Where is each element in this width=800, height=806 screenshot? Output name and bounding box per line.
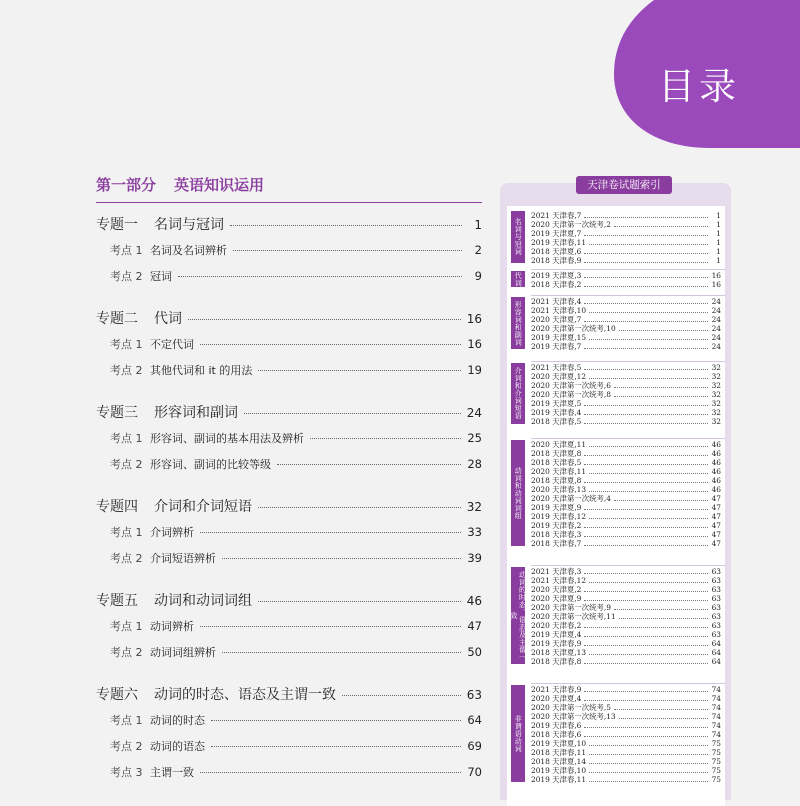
index-source: 2019 天津春,7 bbox=[531, 341, 582, 351]
toc-topic[interactable] bbox=[96, 712, 482, 728]
toc-title: 主谓一致 bbox=[150, 766, 194, 779]
toc-number: 专题六 bbox=[96, 687, 138, 703]
toc-page: 33 bbox=[467, 525, 482, 539]
index-leader bbox=[584, 348, 708, 349]
index-source: 2018 天津春,2 bbox=[531, 279, 582, 289]
index-source: 2019 天津春,6 bbox=[531, 720, 582, 730]
index-source: 2019 天津春,10 bbox=[531, 765, 587, 775]
index-leader bbox=[589, 244, 708, 245]
index-page: 63 bbox=[711, 611, 721, 621]
index-page: 32 bbox=[711, 407, 721, 417]
index-leader bbox=[589, 763, 708, 764]
toc-page: 24 bbox=[466, 406, 482, 420]
toc-number: 考点 1 bbox=[110, 338, 143, 351]
index-leader bbox=[584, 645, 708, 646]
toc-topic[interactable] bbox=[96, 268, 482, 284]
toc-number: 专题四 bbox=[96, 499, 138, 515]
toc-page: 47 bbox=[467, 619, 482, 633]
index-page: 24 bbox=[711, 323, 721, 333]
index-source: 2018 天津夏,6 bbox=[531, 246, 582, 256]
index-row[interactable] bbox=[531, 255, 721, 265]
index-group bbox=[507, 440, 725, 548]
toc-title: 代词 bbox=[154, 311, 182, 327]
index-source: 2019 天津夏,4 bbox=[531, 629, 582, 639]
index-group-divider bbox=[531, 438, 725, 439]
index-source: 2018 天津春,8 bbox=[531, 656, 582, 666]
index-page: 46 bbox=[711, 448, 721, 458]
badge-title: 目录 bbox=[658, 65, 740, 108]
index-leader bbox=[584, 736, 708, 737]
toc-number: 考点 1 bbox=[110, 526, 143, 539]
index-page: 63 bbox=[711, 566, 721, 576]
index-page: 46 bbox=[711, 475, 721, 485]
index-page: 47 bbox=[711, 520, 721, 530]
index-page: 47 bbox=[711, 529, 721, 539]
index-source: 2020 天津夏,12 bbox=[531, 371, 587, 381]
index-page: 1 bbox=[716, 228, 721, 238]
index-source: 2018 天津春,5 bbox=[531, 457, 582, 467]
index-leader bbox=[614, 500, 708, 501]
part-title bbox=[96, 174, 264, 195]
index-source: 2020 天津夏,7 bbox=[531, 314, 582, 324]
index-page: 75 bbox=[711, 774, 721, 784]
index-row[interactable] bbox=[531, 279, 721, 289]
index-source: 2019 天津夏,10 bbox=[531, 738, 587, 748]
toc-topic[interactable] bbox=[96, 336, 482, 352]
index-group bbox=[507, 271, 725, 289]
toc-chapter[interactable] bbox=[96, 214, 482, 234]
toc-leader bbox=[258, 507, 461, 508]
toc-title: 介词和介词短语 bbox=[154, 499, 252, 515]
index-leader bbox=[589, 446, 708, 447]
index-page: 16 bbox=[711, 270, 721, 280]
toc-leader bbox=[244, 413, 461, 414]
index-source: 2021 天津春,12 bbox=[531, 575, 587, 585]
index-leader bbox=[584, 573, 708, 574]
index-page: 32 bbox=[711, 362, 721, 372]
index-page: 46 bbox=[711, 439, 721, 449]
index-source: 2020 天津第一次统考,5 bbox=[531, 702, 611, 712]
index-page: 74 bbox=[711, 711, 721, 721]
index-leader bbox=[584, 405, 708, 406]
index-leader bbox=[589, 781, 708, 782]
index-page: 24 bbox=[711, 332, 721, 342]
index-leader bbox=[584, 691, 708, 692]
index-source: 2020 天津春,2 bbox=[531, 620, 582, 630]
title-badge bbox=[614, 0, 800, 148]
toc-topic[interactable] bbox=[96, 456, 482, 472]
toc-leader bbox=[188, 319, 461, 320]
index-leader bbox=[589, 473, 708, 474]
toc-title: 动词的时态、语态及主谓一致 bbox=[154, 687, 336, 703]
index-leader bbox=[584, 727, 708, 728]
index-page: 32 bbox=[711, 416, 721, 426]
toc-title: 动词词组辨析 bbox=[150, 646, 216, 659]
index-page: 75 bbox=[711, 747, 721, 757]
index-row[interactable] bbox=[531, 656, 721, 666]
toc-leader bbox=[258, 370, 461, 371]
toc-leader bbox=[233, 250, 462, 251]
toc-topic[interactable] bbox=[96, 362, 482, 378]
index-source: 2019 天津春,4 bbox=[531, 407, 582, 417]
index-group bbox=[507, 685, 725, 784]
index-group-label: 名词与冠词 bbox=[511, 211, 525, 263]
index-leader bbox=[614, 226, 708, 227]
toc-number: 考点 2 bbox=[110, 552, 143, 565]
index-page: 47 bbox=[711, 493, 721, 503]
index-page: 1 bbox=[716, 210, 721, 220]
index-leader bbox=[589, 339, 708, 340]
toc-topic[interactable] bbox=[96, 644, 482, 660]
index-source: 2019 天津春,9 bbox=[531, 638, 582, 648]
toc-number: 考点 3 bbox=[110, 766, 143, 779]
index-source: 2019 天津春,12 bbox=[531, 511, 587, 521]
index-source: 2018 天津春,11 bbox=[531, 747, 587, 757]
index-source: 2018 天津春,3 bbox=[531, 529, 582, 539]
index-page: 64 bbox=[711, 638, 721, 648]
index-page: 63 bbox=[711, 602, 721, 612]
index-leader bbox=[589, 745, 708, 746]
toc-page: 19 bbox=[467, 363, 482, 377]
index-page: 63 bbox=[711, 575, 721, 585]
index-page: 32 bbox=[711, 380, 721, 390]
index-group-divider bbox=[531, 295, 725, 296]
toc-leader bbox=[222, 652, 461, 653]
part-name: 英语知识运用 bbox=[174, 176, 265, 194]
index-source: 2020 天津第一次统考,6 bbox=[531, 380, 611, 390]
toc-leader bbox=[258, 601, 461, 602]
index-page: 24 bbox=[711, 296, 721, 306]
index-leader bbox=[584, 414, 708, 415]
index-source: 2019 天津夏,7 bbox=[531, 228, 582, 238]
toc-chapter[interactable] bbox=[96, 684, 482, 704]
index-leader bbox=[584, 536, 708, 537]
index-source: 2018 天津春,5 bbox=[531, 416, 582, 426]
index-group bbox=[507, 211, 725, 265]
index-source: 2020 天津第一次统考,13 bbox=[531, 711, 616, 721]
toc-number: 考点 2 bbox=[110, 646, 143, 659]
index-source: 2020 天津夏,9 bbox=[531, 593, 582, 603]
index-group bbox=[507, 567, 725, 666]
index-leader bbox=[589, 378, 708, 379]
toc-leader bbox=[230, 225, 462, 226]
index-source: 2018 天津春,9 bbox=[531, 255, 582, 265]
index-page: 74 bbox=[711, 702, 721, 712]
index-page: 75 bbox=[711, 738, 721, 748]
toc-leader bbox=[200, 772, 461, 773]
toc-title: 动词的语态 bbox=[150, 740, 205, 753]
toc-title: 其他代词和 it 的用法 bbox=[150, 364, 253, 377]
toc-leader bbox=[200, 626, 461, 627]
index-leader bbox=[584, 286, 708, 287]
index-page: 32 bbox=[711, 371, 721, 381]
index-row[interactable] bbox=[531, 538, 721, 548]
index-source: 2021 天津春,3 bbox=[531, 566, 582, 576]
index-leader bbox=[584, 455, 708, 456]
index-page: 75 bbox=[711, 756, 721, 766]
toc-page: 50 bbox=[467, 645, 482, 659]
toc-page: 2 bbox=[474, 243, 482, 257]
index-page: 63 bbox=[711, 584, 721, 594]
index-leader bbox=[584, 262, 708, 263]
toc-title: 名词与冠词 bbox=[154, 217, 224, 233]
toc-page: 16 bbox=[466, 312, 482, 326]
index-source: 2020 天津第一次统考,2 bbox=[531, 219, 611, 229]
toc-number: 考点 1 bbox=[110, 620, 143, 633]
toc-number: 专题二 bbox=[96, 311, 138, 327]
toc-page: 28 bbox=[467, 457, 482, 471]
toc-title: 冠词 bbox=[150, 270, 172, 283]
toc-leader bbox=[178, 276, 462, 277]
toc-page: 46 bbox=[466, 594, 482, 608]
index-group-divider bbox=[531, 565, 725, 566]
index-group-label: 介词和介词短语 bbox=[511, 363, 525, 424]
toc-page: 9 bbox=[474, 269, 482, 283]
toc-page: 16 bbox=[467, 337, 482, 351]
toc-page: 39 bbox=[467, 551, 482, 565]
index-page: 46 bbox=[711, 484, 721, 494]
index-group-divider bbox=[531, 361, 725, 362]
index-group-label: 代词 bbox=[511, 271, 525, 287]
index-group bbox=[507, 297, 725, 351]
toc-number: 考点 1 bbox=[110, 714, 143, 727]
index-leader bbox=[614, 709, 708, 710]
index-group bbox=[507, 363, 725, 426]
index-page: 32 bbox=[711, 389, 721, 399]
toc-page: 25 bbox=[467, 431, 482, 445]
toc-title: 介词短语辨析 bbox=[150, 552, 216, 565]
toc-topic[interactable] bbox=[96, 524, 482, 540]
index-source: 2020 天津第一次统考,10 bbox=[531, 323, 616, 333]
index-page: 47 bbox=[711, 538, 721, 548]
index-page: 46 bbox=[711, 457, 721, 467]
index-source: 2019 天津夏,5 bbox=[531, 398, 582, 408]
toc-chapter[interactable] bbox=[96, 402, 482, 422]
index-source: 2020 天津夏,2 bbox=[531, 584, 582, 594]
index-page: 1 bbox=[716, 255, 721, 265]
toc-number: 考点 2 bbox=[110, 270, 143, 283]
index-leader bbox=[589, 518, 708, 519]
index-leader bbox=[589, 754, 708, 755]
index-source: 2021 天津春,7 bbox=[531, 210, 582, 220]
index-page: 46 bbox=[711, 466, 721, 476]
toc-title: 介词辨析 bbox=[150, 526, 194, 539]
index-page: 47 bbox=[711, 502, 721, 512]
toc-topic[interactable] bbox=[96, 618, 482, 634]
index-leader bbox=[584, 217, 708, 218]
index-leader bbox=[619, 330, 708, 331]
index-leader bbox=[589, 582, 708, 583]
toc-title: 名词及名词辨析 bbox=[150, 244, 227, 257]
toc-number: 考点 2 bbox=[110, 364, 143, 377]
toc-chapter[interactable] bbox=[96, 590, 482, 610]
index-leader bbox=[584, 369, 708, 370]
index-page: 63 bbox=[711, 593, 721, 603]
index-leader bbox=[584, 600, 708, 601]
index-source: 2021 天津春,9 bbox=[531, 684, 582, 694]
index-leader bbox=[584, 303, 708, 304]
index-leader bbox=[584, 636, 708, 637]
index-leader bbox=[584, 423, 708, 424]
index-page: 74 bbox=[711, 729, 721, 739]
toc-title: 不定代词 bbox=[150, 338, 194, 351]
index-leader bbox=[589, 654, 708, 655]
index-source: 2019 天津春,2 bbox=[531, 520, 582, 530]
toc-page: 70 bbox=[467, 765, 482, 779]
index-page: 16 bbox=[711, 279, 721, 289]
index-group-label: 动词的时态、语态及主谓一致 bbox=[511, 567, 525, 664]
toc-leader bbox=[211, 720, 461, 721]
index-leader bbox=[614, 396, 708, 397]
part-divider bbox=[96, 202, 482, 203]
toc-leader bbox=[277, 464, 461, 465]
toc-leader bbox=[211, 746, 461, 747]
index-source: 2020 天津春,13 bbox=[531, 484, 587, 494]
index-source: 2019 天津春,11 bbox=[531, 774, 587, 784]
toc-number: 考点 2 bbox=[110, 740, 143, 753]
index-page: 75 bbox=[711, 765, 721, 775]
index-page: 24 bbox=[711, 341, 721, 351]
index-source: 2019 天津夏,3 bbox=[531, 270, 582, 280]
toc-title: 动词辨析 bbox=[150, 620, 194, 633]
toc-number: 专题一 bbox=[96, 217, 138, 233]
index-page: 32 bbox=[711, 398, 721, 408]
toc-title: 形容词和副词 bbox=[154, 405, 238, 421]
index-page: 24 bbox=[711, 314, 721, 324]
index-row[interactable] bbox=[531, 774, 721, 784]
toc-title: 形容词、副词的基本用法及辨析 bbox=[150, 432, 304, 445]
index-leader bbox=[584, 509, 708, 510]
index-leader bbox=[584, 321, 708, 322]
toc-leader bbox=[200, 532, 461, 533]
index-source: 2019 天津夏,9 bbox=[531, 502, 582, 512]
index-page: 74 bbox=[711, 684, 721, 694]
index-source: 2020 天津第一次统考,8 bbox=[531, 389, 611, 399]
index-title: 天津卷试题索引 bbox=[576, 176, 672, 194]
index-source: 2021 天津春,10 bbox=[531, 305, 587, 315]
toc-page: 32 bbox=[466, 500, 482, 514]
index-leader bbox=[614, 609, 708, 610]
index-page: 1 bbox=[716, 246, 721, 256]
toc-leader bbox=[222, 558, 461, 559]
toc-number: 考点 2 bbox=[110, 458, 143, 471]
part-number: 第一部分 bbox=[96, 176, 157, 194]
index-page: 74 bbox=[711, 720, 721, 730]
index-page: 1 bbox=[716, 219, 721, 229]
toc-page: 64 bbox=[467, 713, 482, 727]
toc-page: 1 bbox=[474, 218, 482, 232]
index-leader bbox=[614, 387, 708, 388]
index-leader bbox=[584, 545, 708, 546]
toc-title: 动词的时态 bbox=[150, 714, 205, 727]
index-source: 2020 天津夏,11 bbox=[531, 439, 587, 449]
index-source: 2021 天津春,5 bbox=[531, 362, 582, 372]
toc-title: 形容词、副词的比较等级 bbox=[150, 458, 271, 471]
toc-number: 专题五 bbox=[96, 593, 138, 609]
index-page: 63 bbox=[711, 629, 721, 639]
index-leader bbox=[584, 663, 708, 664]
index-source: 2018 天津夏,8 bbox=[531, 448, 582, 458]
index-row[interactable] bbox=[531, 341, 721, 351]
toc-chapter[interactable] bbox=[96, 496, 482, 516]
index-source: 2018 天津夏,13 bbox=[531, 647, 587, 657]
index-page: 47 bbox=[711, 511, 721, 521]
toc-topic[interactable] bbox=[96, 242, 482, 258]
toc-page: 69 bbox=[467, 739, 482, 753]
index-group-divider bbox=[531, 683, 725, 684]
toc-topic[interactable] bbox=[96, 738, 482, 754]
index-page: 63 bbox=[711, 620, 721, 630]
index-source: 2020 天津第一次统考,9 bbox=[531, 602, 611, 612]
toc-number: 考点 1 bbox=[110, 244, 143, 257]
toc-topic[interactable] bbox=[96, 550, 482, 566]
index-source: 2018 天津夏,8 bbox=[531, 475, 582, 485]
toc-topic[interactable] bbox=[96, 764, 482, 780]
toc-number: 专题三 bbox=[96, 405, 138, 421]
index-leader bbox=[619, 718, 708, 719]
index-leader bbox=[589, 491, 708, 492]
index-leader bbox=[584, 527, 708, 528]
index-source: 2018 天津春,7 bbox=[531, 538, 582, 548]
index-source: 2020 天津春,11 bbox=[531, 466, 587, 476]
index-leader bbox=[584, 482, 708, 483]
index-source: 2020 天津夏,4 bbox=[531, 693, 582, 703]
index-page: 64 bbox=[711, 656, 721, 666]
index-leader bbox=[584, 277, 708, 278]
index-source: 2018 天津夏,14 bbox=[531, 756, 587, 766]
index-source: 2018 天津春,6 bbox=[531, 729, 582, 739]
index-group-label: 非谓语动词 bbox=[511, 685, 525, 782]
toc-page: 63 bbox=[466, 688, 482, 702]
toc-leader bbox=[200, 344, 461, 345]
index-leader bbox=[619, 618, 708, 619]
index-source: 2019 天津春,11 bbox=[531, 237, 587, 247]
toc-number: 考点 1 bbox=[110, 432, 143, 445]
index-leader bbox=[589, 772, 708, 773]
toc-topic[interactable] bbox=[96, 430, 482, 446]
index-leader bbox=[589, 312, 708, 313]
toc-chapter[interactable] bbox=[96, 308, 482, 328]
index-leader bbox=[584, 464, 708, 465]
index-source: 2019 天津夏,15 bbox=[531, 332, 587, 342]
index-page: 74 bbox=[711, 693, 721, 703]
index-page: 64 bbox=[711, 647, 721, 657]
index-page: 24 bbox=[711, 305, 721, 315]
index-leader bbox=[584, 700, 708, 701]
index-row[interactable] bbox=[531, 416, 721, 426]
toc-leader bbox=[342, 695, 461, 696]
index-group-label: 形容词和副词 bbox=[511, 297, 525, 349]
index-source: 2020 天津第一次统考,11 bbox=[531, 611, 616, 621]
index-source: 2020 天津第一次统考,4 bbox=[531, 493, 611, 503]
toc-leader bbox=[310, 438, 461, 439]
index-leader bbox=[584, 627, 708, 628]
toc-title: 动词和动词词组 bbox=[154, 593, 252, 609]
index-leader bbox=[584, 253, 708, 254]
index-leader bbox=[584, 235, 708, 236]
index-leader bbox=[584, 591, 708, 592]
index-group-divider bbox=[531, 269, 725, 270]
index-page: 1 bbox=[716, 237, 721, 247]
index-group-label: 动词和动词词组 bbox=[511, 440, 525, 546]
index-source: 2021 天津春,4 bbox=[531, 296, 582, 306]
